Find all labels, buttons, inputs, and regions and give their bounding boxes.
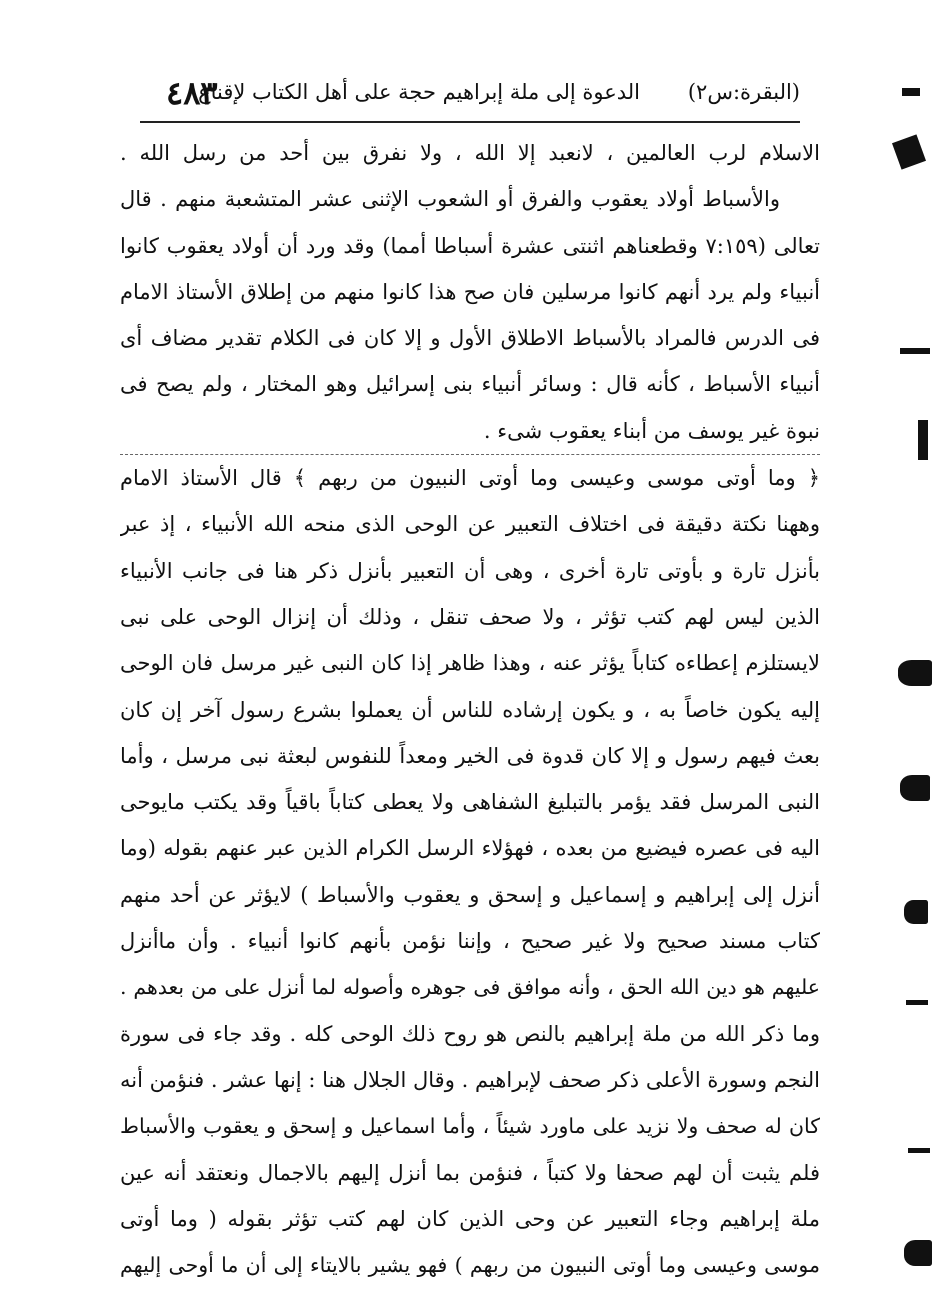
text-line: أنبياء ولم يرد أنهم كانوا مرسلين فان صح هذا كانوا منهم من إطلاق الأستاذ الامام	[120, 279, 820, 304]
scan-mark	[904, 900, 928, 924]
text-line: ﴿ وما أوتى موسى وعيسى وما أوتى النبيون من ربهم ﴾ قال الأستاذ الامام	[120, 466, 820, 491]
text-line: موسى وعيسى وما أوتى النبيون من ربهم ) فهو يشير بالايتاء إلى أن ما أوحى إليهم	[120, 1253, 820, 1278]
text-line: فى الدرس فالمراد بالأسباط الاطلاق الأول و إلا كان فى الكلام تقدير مضاف أى	[120, 326, 820, 351]
text-line: والأسباط أولاد يعقوب والفرق أو الشعوب الإثنى عشر المتشعبة منهم . قال	[120, 187, 780, 212]
scan-mark	[902, 88, 920, 96]
text-line: لايستلزم إعطاءه كتاباً يؤثر عنه ، وهذا ظاهر إذا كان النبى غير مرسل فان الوحى	[120, 651, 820, 676]
scan-mark	[900, 775, 930, 801]
scan-mark	[908, 1148, 930, 1153]
text-line: الاسلام لرب العالمين ، لانعبد إلا الله ، ولا نفرق بين أحد من رسل الله .	[120, 141, 820, 165]
text-line: تعالى (٧:١٥٩ وقطعناهم اثنتى عشرة أسباطا أمما) وقد ورد أن أولاد يعقوب كانوا	[120, 233, 820, 258]
text-line: أنبياء الأسباط ، كأنه قال : وسائر أنبياء بنى إسرائيل وهو المختار ، ولم يصح فى	[120, 372, 820, 397]
header-section-title: الدعوة إلى ملة إبراهيم حجة على أهل الكتاب لإقناع	[198, 80, 640, 104]
text-line: ملة إبراهيم وجاء التعبير عن وحى الذين كان لهم كتب تؤثر بقوله ( وما أوتى	[120, 1206, 820, 1231]
text-line: اليه فى عصره فيضيع من بعده ، فهؤلاء الرسل الكرام الذين عبر عنهم بقوله (وما	[120, 836, 820, 861]
text-line: كان له صحف ولا نزيد على ماورد شيئاً ، وأما اسماعيل و إسحق و يعقوب والأسباط	[120, 1114, 820, 1139]
running-header	[140, 74, 800, 116]
text-line: كتاب مسند صحيح ولا غير صحيح ، وإننا نؤمن بأنهم كانوا أنبياء . وأن ماأنزل	[120, 929, 820, 954]
text-line: فلم يثبت أن لهم صحفا ولا كتباً ، فنؤمن بما أنزل إليهم بالاجمال ونعتقد أنه عين	[120, 1160, 820, 1185]
text-line: بأنزل تارة و بأوتى تارة أخرى ، وهى أن التعبير بأنزل ذكر هنا فى جانب الأنبياء	[120, 558, 820, 583]
scan-mark	[892, 134, 926, 169]
scan-mark	[898, 660, 932, 686]
text-line: وما ذكر الله من ملة إبراهيم بالنص هو روح ذلك الوحى كله . وقد جاء فى سورة	[120, 1021, 820, 1046]
body-text	[120, 130, 820, 1288]
text-line: النبى المرسل فقد يؤمر بالتبليغ الشفاهى ولا يعطى كتاباً باقياً وقد يكتب مايوحى	[120, 790, 820, 815]
text-line: عليهم هو دين الله الحق ، وأنه موافق فى جوهره وأصوله لما أنزل على من بعدهم .	[120, 975, 820, 1000]
scan-mark	[900, 348, 930, 354]
header-divider	[140, 121, 800, 123]
text-line: النجم وسورة الأعلى ذكر صحف لإبراهيم . وقال الجلال هنا : إنها عشر . فنؤمن أنه	[120, 1067, 820, 1092]
text-line: بعث فيهم رسول و إلا كان قدوة فى الخير ومعداً للنفوس لبعثة نبى مرسل ، وأما	[120, 743, 820, 768]
text-line: الذين ليس لهم كتب تؤثر ، ولا صحف تنقل ، وذلك أن إنزال الوحى على نبى	[120, 604, 820, 629]
scan-mark	[918, 420, 928, 460]
text-line: وههنا نكتة دقيقة فى اختلاف التعبير عن الوحى الذى منحه الله الأنبياء ، إذ عبر	[120, 512, 820, 537]
scan-mark	[904, 1240, 932, 1266]
scan-mark	[906, 1000, 928, 1005]
page-number: ٤٨٣	[166, 74, 218, 112]
text-line: إليه يكون خاصاً به ، و يكون إرشاده للناس أن يعملوا بشرع رسول آخر إن كان	[120, 697, 820, 722]
header-surah-ref: (البقرة:س٢)	[687, 80, 800, 104]
text-line: أنزل إلى إبراهيم و إسماعيل و إسحق و يعقوب والأسباط ) لايؤثر عن أحد منهم	[120, 882, 820, 907]
text-line: نبوة غير يوسف من أبناء يعقوب شىء .	[120, 408, 820, 455]
